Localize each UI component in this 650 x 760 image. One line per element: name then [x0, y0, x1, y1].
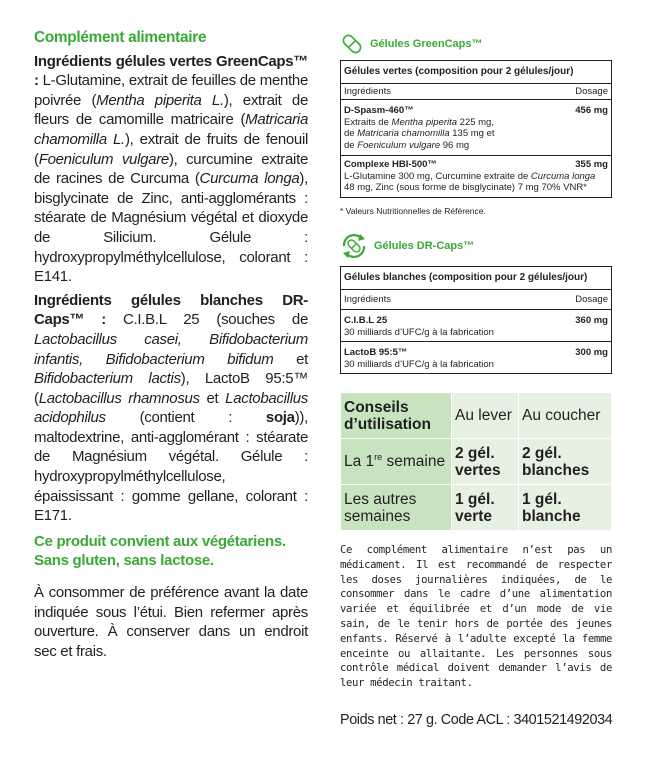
left-column: [34, 28, 308, 661]
greencaps-table: [340, 60, 612, 198]
dose-cell: 2 gél. vertes: [452, 439, 519, 485]
item-detail: 30 milliards d’UFC/g à la fabrication: [344, 326, 494, 338]
row-label: Les autres semaines: [341, 485, 452, 531]
vnr-note: * Valeurs Nutritionnelles de Référence.: [340, 206, 486, 216]
capsule-icon: [340, 32, 364, 56]
warning-text: Ce complément alimentaire n’est pas un médicament. Il est recommandé de respecter les doses journalières indiquées, de le consommer dans le cadre d’une alimentation variée et équilibrée et d’un mode de vie sain, de le tenir hors de portée des jeunes enfants. Réservé à l’adulte excepté la femme enceinte ou allaitante. Les personnes sous contrôle médical doivent demander l’avis de leur médecin traitant.: [340, 544, 612, 690]
item-dose: 456 mg: [575, 105, 608, 116]
drcaps-table: [340, 266, 612, 374]
item-name: LactoB 95:5™: [344, 347, 408, 358]
capsule-cycle-icon: [340, 233, 368, 259]
white-ingredients: [34, 291, 308, 526]
item-detail: 48 mg, Zinc (sous forme de bisglycinate) 7 mg 70% VNR*: [344, 182, 587, 193]
vegetarian-claim: [34, 532, 308, 571]
storage-text: À consommer de préférence avant la date indiquée sous l’étui. Bien refermer après ouverture. À conserver dans un endroit sec et frais.: [34, 584, 308, 660]
item-name: Complexe HBI-500™: [344, 159, 437, 170]
table-row: [341, 155, 611, 197]
item-detail: de Matricaria chamomilla 135 mg et: [344, 128, 495, 139]
veg-line-2: Sans gluten, sans lactose.: [34, 552, 214, 570]
drcaps-header: [340, 234, 474, 258]
veg-line-1: Ce produit convient aux végétariens.: [34, 532, 286, 550]
item-dose: 300 mg: [575, 347, 608, 358]
greencaps-table-title: Gélules vertes (composition pour 2 gélules/jour): [344, 66, 574, 77]
item-detail: 30 milliards d’UFC/g à la fabrication: [344, 358, 494, 370]
col-au-lever: Au lever: [452, 393, 519, 439]
white-ingredients-label: Ingrédients gélules blanches DR-Caps™ :: [34, 291, 308, 329]
table-row: [341, 393, 612, 439]
greencaps-table-header: [341, 83, 611, 100]
item-detail: L-Glutamine 300 mg, Curcumine extraite de Curcuma longa: [344, 170, 596, 182]
green-ingredients-text: L-Glutamine, extrait de feuilles de menthe poivrée (Mentha piperita L.), extrait de fleurs de camomille matricaire (Matricaria chamomilla L.), extrait de fruits de fenouil (Foeniculum vulgare), curcumine extraite de racines de Curcuma (Curcuma longa), bisglycinate de Zinc, anti-agglomérants : stéarate de Magnésium végétal et dioxyde de Silicium. Gélule : hydroxypropylméthylcellulose, colorant : E141.: [34, 72, 309, 286]
item-dose: 360 mg: [575, 315, 608, 326]
usage-table: [340, 392, 612, 531]
table-row: [341, 439, 612, 485]
section-header: Complément alimentaire: [34, 29, 207, 46]
dose-cell: 2 gél. blanches: [519, 439, 612, 485]
item-name: C.I.B.L 25: [344, 315, 388, 326]
green-ingredients-label: Ingrédients gélules vertes GreenCaps™ :: [34, 52, 308, 90]
item-detail: Extraits de Mentha piperita 225 mg,: [344, 116, 494, 128]
drcaps-table-header: [341, 289, 611, 310]
item-dose: 355 mg: [575, 159, 608, 170]
white-ingredients-text: C.I.B.L 25 (souches de Lactobacillus casei, Bifidobacterium infantis, Bifidobacterium bifidum et Bifidobacterium lactis), LactoB 95:5™ (Lactobacillus rhamnosus et Lactobacillus acidophilus (contient : soja)), maltodextrine, anti-agglomérant : stéarate de Magnésium végétal. Gélule : hydroxypropylméthylcellulose, épaississant : gomme gellane, colorant : E171.: [34, 311, 308, 525]
table-row: [341, 485, 612, 531]
drcaps-label: Gélules DR-Caps™: [374, 240, 475, 252]
greencaps-header: [340, 32, 483, 56]
col-ingredients: Ingrédients: [344, 293, 392, 305]
item-name: D-Spasm-460™: [344, 105, 414, 116]
col-ingredients: Ingrédients: [344, 85, 392, 97]
row-label: La 1re semaine: [341, 439, 452, 485]
usage-header-cell: Conseils d’utilisation: [341, 393, 452, 439]
col-dosage: Dosage: [575, 85, 608, 97]
table-row: [341, 341, 611, 373]
drcaps-table-title: Gélules blanches (composition pour 2 gélules/jour): [344, 272, 588, 283]
col-au-coucher: Au coucher: [519, 393, 612, 439]
table-row: [341, 309, 611, 341]
dose-cell: 1 gél. blanche: [519, 485, 612, 531]
item-detail: de Foeniculum vulgare 96 mg: [344, 139, 470, 151]
col-dosage: Dosage: [575, 293, 608, 305]
green-ingredients: [34, 52, 308, 287]
dose-cell: 1 gél. verte: [452, 485, 519, 531]
table-row: [341, 99, 611, 155]
net-weight-code: Poids net : 27 g. Code ACL : 3401521492034: [340, 712, 613, 728]
greencaps-label: Gélules GreenCaps™: [370, 38, 483, 50]
